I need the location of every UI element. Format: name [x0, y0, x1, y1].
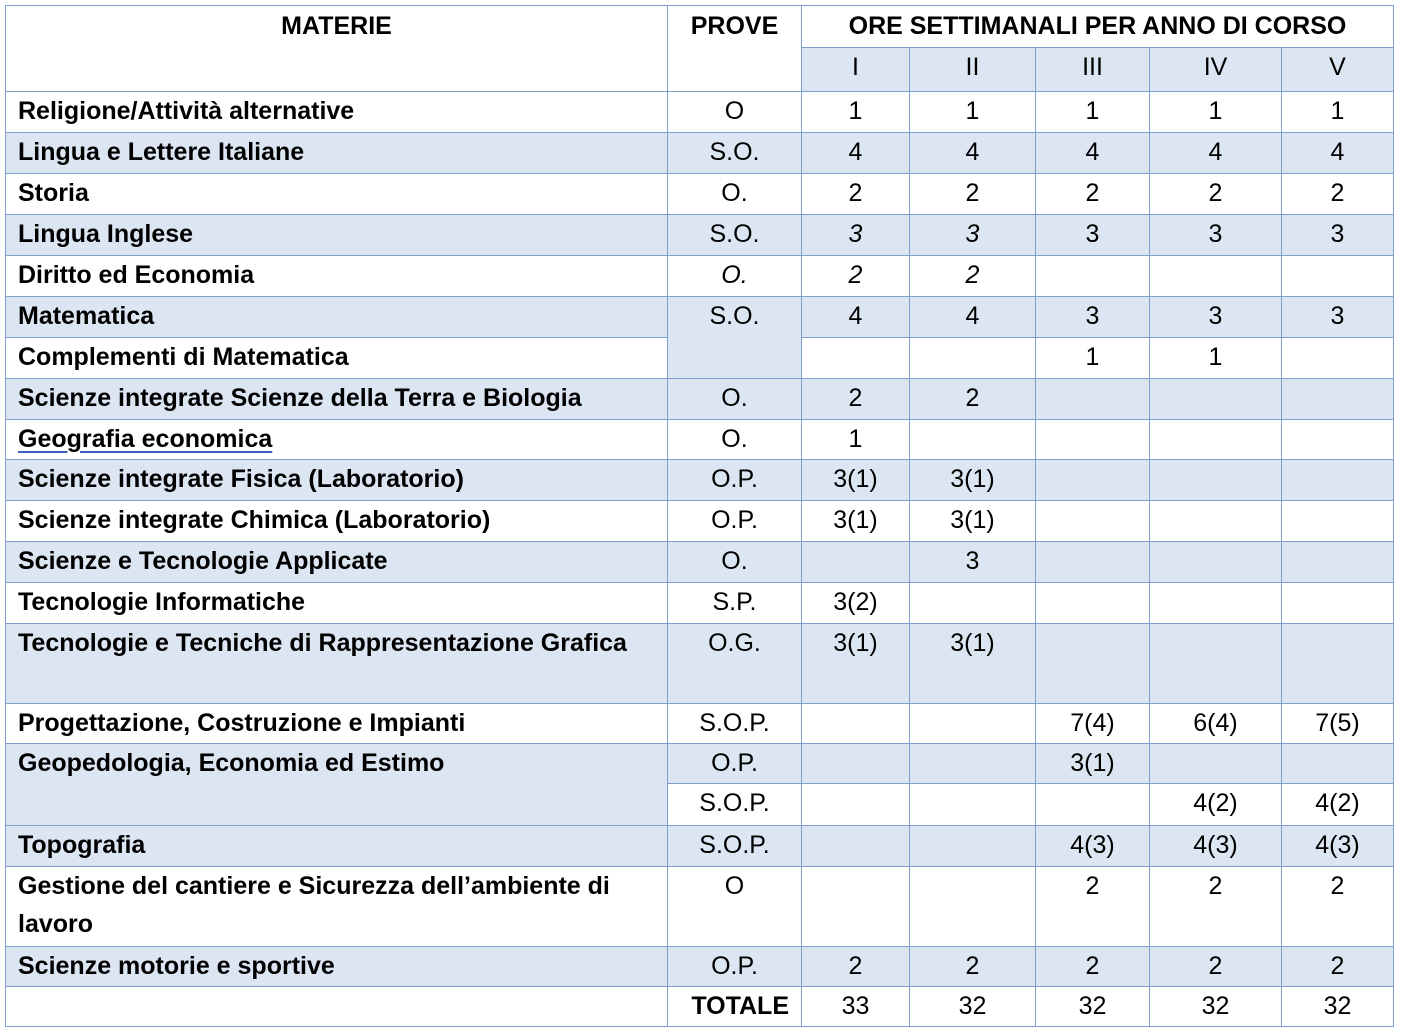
- table-row: [6, 501, 1394, 542]
- subject-cell: Lingua Inglese: [6, 215, 668, 256]
- prova-cell: O.: [668, 379, 802, 420]
- subject-cell: Scienze integrate Scienze della Terra e Biologia: [6, 379, 668, 420]
- hours-cell: 2: [1150, 947, 1282, 987]
- hours-cell: [1282, 744, 1394, 784]
- hours-cell: 3(1): [910, 460, 1036, 501]
- hours-cell: [1282, 338, 1394, 379]
- hours-cell: 3: [802, 215, 910, 256]
- hours-cell: [1150, 379, 1282, 420]
- hours-cell: [910, 867, 1036, 947]
- header-row: [6, 6, 1394, 48]
- prova-cell: O: [668, 92, 802, 133]
- totale-cell: 32: [910, 987, 1036, 1027]
- table-row: [6, 624, 1394, 704]
- hours-cell: [910, 338, 1036, 379]
- hours-cell: [1036, 501, 1150, 542]
- header-prove: PROVE: [668, 6, 802, 92]
- hours-cell: 3: [1282, 297, 1394, 338]
- hours-cell: [802, 704, 910, 744]
- table-row: [6, 583, 1394, 624]
- hours-cell: [1150, 744, 1282, 784]
- header-materie: MATERIE: [6, 6, 668, 92]
- hours-cell: 1: [802, 92, 910, 133]
- hours-cell: 4: [802, 297, 910, 338]
- year-1: I: [802, 48, 910, 92]
- table-row: [6, 256, 1394, 297]
- hours-cell: 2: [1036, 174, 1150, 215]
- hours-cell: [1036, 583, 1150, 624]
- hours-cell: 3: [910, 215, 1036, 256]
- hours-cell: [1036, 460, 1150, 501]
- hours-cell: 3(1): [802, 624, 910, 704]
- hours-cell: [910, 826, 1036, 867]
- hours-cell: 2: [910, 947, 1036, 987]
- table-row: [6, 826, 1394, 867]
- hours-cell: 1: [1036, 338, 1150, 379]
- prova-cell: S.O.: [668, 297, 802, 379]
- hours-cell: [802, 338, 910, 379]
- hours-cell: 3(2): [802, 583, 910, 624]
- subject-cell: Scienze integrate Fisica (Laboratorio): [6, 460, 668, 501]
- hours-cell: 2: [1036, 947, 1150, 987]
- prova-cell: O.G.: [668, 624, 802, 704]
- hours-cell: 4(3): [1150, 826, 1282, 867]
- subject-cell: Gestione del cantiere e Sicurezza dell’ambiente di lavoro: [6, 867, 668, 947]
- hours-cell: [1036, 784, 1150, 826]
- hours-cell: 4: [910, 297, 1036, 338]
- hours-cell: [1282, 460, 1394, 501]
- hours-cell: 3: [1036, 297, 1150, 338]
- table-row: [6, 174, 1394, 215]
- hours-cell: [802, 744, 910, 784]
- prova-cell: O.: [668, 420, 802, 460]
- hours-cell: [1036, 624, 1150, 704]
- prova-cell: O.P.: [668, 947, 802, 987]
- hours-cell: 2: [802, 947, 910, 987]
- subject-cell: Religione/Attività alternative: [6, 92, 668, 133]
- hours-cell: [1150, 542, 1282, 583]
- table-row: [6, 704, 1394, 744]
- hours-cell: [1150, 583, 1282, 624]
- hours-cell: [910, 704, 1036, 744]
- hours-cell: [910, 583, 1036, 624]
- table-row: [6, 379, 1394, 420]
- hours-cell: 4: [1150, 133, 1282, 174]
- prova-cell: S.O.: [668, 215, 802, 256]
- hours-cell: 2: [1150, 174, 1282, 215]
- prova-cell: O.: [668, 256, 802, 297]
- subject-text: Geografia economica: [18, 425, 273, 453]
- table-row: [6, 133, 1394, 174]
- hours-cell: [1150, 460, 1282, 501]
- hours-cell: [1282, 501, 1394, 542]
- year-2: II: [910, 48, 1036, 92]
- prova-cell: O.P.: [668, 744, 802, 784]
- hours-cell: 2: [1036, 867, 1150, 947]
- subject-cell: Complementi di Matematica: [6, 338, 668, 379]
- hours-cell: 2: [1282, 947, 1394, 987]
- table-row: [6, 947, 1394, 987]
- subject-cell: Progettazione, Costruzione e Impianti: [6, 704, 668, 744]
- totale-empty-cell: [6, 987, 668, 1027]
- prova-cell: O.: [668, 542, 802, 583]
- hours-cell: 3: [1036, 215, 1150, 256]
- prova-cell: S.O.P.: [668, 826, 802, 867]
- hours-cell: 2: [802, 256, 910, 297]
- hours-cell: 2: [1282, 174, 1394, 215]
- hours-cell: 7(4): [1036, 704, 1150, 744]
- hours-cell: 1: [802, 420, 910, 460]
- hours-cell: 3: [1150, 215, 1282, 256]
- prova-cell: S.P.: [668, 583, 802, 624]
- hours-cell: [1282, 583, 1394, 624]
- hours-cell: [1036, 420, 1150, 460]
- prova-cell: O.: [668, 174, 802, 215]
- hours-cell: 4(2): [1150, 784, 1282, 826]
- table-row: [6, 744, 1394, 784]
- subject-cell: Topografia: [6, 826, 668, 867]
- subject-cell: Geopedologia, Economia ed Estimo: [6, 744, 668, 826]
- hours-cell: [1150, 420, 1282, 460]
- table-row: [6, 215, 1394, 256]
- hours-cell: 4(2): [1282, 784, 1394, 826]
- hours-cell: 4: [1282, 133, 1394, 174]
- totale-cell: 32: [1036, 987, 1150, 1027]
- hours-cell: [1282, 256, 1394, 297]
- hours-cell: 7(5): [1282, 704, 1394, 744]
- hours-cell: 3: [910, 542, 1036, 583]
- subject-cell: Scienze integrate Chimica (Laboratorio): [6, 501, 668, 542]
- year-3: III: [1036, 48, 1150, 92]
- hours-cell: [802, 826, 910, 867]
- subject-cell: Scienze motorie e sportive: [6, 947, 668, 987]
- totale-row: [6, 987, 1394, 1027]
- hours-cell: 1: [1036, 92, 1150, 133]
- hours-cell: 3(1): [802, 460, 910, 501]
- subject-cell: Scienze e Tecnologie Applicate: [6, 542, 668, 583]
- hours-cell: 2: [1282, 867, 1394, 947]
- hours-cell: [1036, 542, 1150, 583]
- hours-cell: 2: [910, 379, 1036, 420]
- subject-cell: Tecnologie e Tecniche di Rappresentazione Grafica: [6, 624, 668, 704]
- subject-cell: [6, 420, 668, 460]
- subject-cell: Storia: [6, 174, 668, 215]
- subject-cell: Matematica: [6, 297, 668, 338]
- hours-cell: 2: [802, 379, 910, 420]
- hours-cell: [1150, 256, 1282, 297]
- hours-cell: 3(1): [1036, 744, 1150, 784]
- hours-cell: [802, 784, 910, 826]
- subject-cell: Tecnologie Informatiche: [6, 583, 668, 624]
- totale-cell: 32: [1150, 987, 1282, 1027]
- year-5: V: [1282, 48, 1394, 92]
- hours-cell: 4(3): [1036, 826, 1150, 867]
- hours-cell: 2: [802, 174, 910, 215]
- table-row: [6, 542, 1394, 583]
- table-row: [6, 297, 1394, 338]
- prova-cell: S.O.P.: [668, 784, 802, 826]
- subject-cell: Diritto ed Economia: [6, 256, 668, 297]
- prova-cell: O.P.: [668, 460, 802, 501]
- hours-cell: [910, 784, 1036, 826]
- prova-cell: S.O.: [668, 133, 802, 174]
- header-ore: ORE SETTIMANALI PER ANNO DI CORSO: [802, 6, 1394, 48]
- prova-cell: O.P.: [668, 501, 802, 542]
- hours-cell: [802, 867, 910, 947]
- totale-cell: 32: [1282, 987, 1394, 1027]
- hours-cell: 2: [910, 174, 1036, 215]
- prova-cell: S.O.P.: [668, 704, 802, 744]
- hours-cell: 3(1): [802, 501, 910, 542]
- hours-cell: [1282, 379, 1394, 420]
- hours-cell: 4: [802, 133, 910, 174]
- hours-cell: [1150, 501, 1282, 542]
- hours-cell: [910, 744, 1036, 784]
- timetable: [5, 5, 1394, 1027]
- table-row: [6, 460, 1394, 501]
- hours-cell: 1: [1282, 92, 1394, 133]
- year-4: IV: [1150, 48, 1282, 92]
- totale-cell: 33: [802, 987, 910, 1027]
- hours-cell: 2: [910, 256, 1036, 297]
- prova-cell: O: [668, 867, 802, 947]
- hours-cell: 6(4): [1150, 704, 1282, 744]
- hours-cell: 4(3): [1282, 826, 1394, 867]
- hours-cell: 1: [1150, 338, 1282, 379]
- hours-cell: 2: [1150, 867, 1282, 947]
- hours-cell: 4: [1036, 133, 1150, 174]
- totale-label: TOTALE: [668, 987, 802, 1027]
- hours-cell: [1282, 624, 1394, 704]
- hours-cell: 3(1): [910, 501, 1036, 542]
- hours-cell: 1: [1150, 92, 1282, 133]
- hours-cell: 3: [1282, 215, 1394, 256]
- hours-cell: 3: [1150, 297, 1282, 338]
- hours-cell: [802, 542, 910, 583]
- table-row: [6, 420, 1394, 460]
- hours-cell: [1036, 379, 1150, 420]
- hours-cell: [1150, 624, 1282, 704]
- hours-cell: [1282, 420, 1394, 460]
- subject-cell: Lingua e Lettere Italiane: [6, 133, 668, 174]
- hours-cell: [910, 420, 1036, 460]
- hours-cell: 3(1): [910, 624, 1036, 704]
- hours-cell: 1: [910, 92, 1036, 133]
- table-row: [6, 867, 1394, 947]
- table-row: [6, 92, 1394, 133]
- hours-cell: [1036, 256, 1150, 297]
- hours-cell: [1282, 542, 1394, 583]
- hours-cell: 4: [910, 133, 1036, 174]
